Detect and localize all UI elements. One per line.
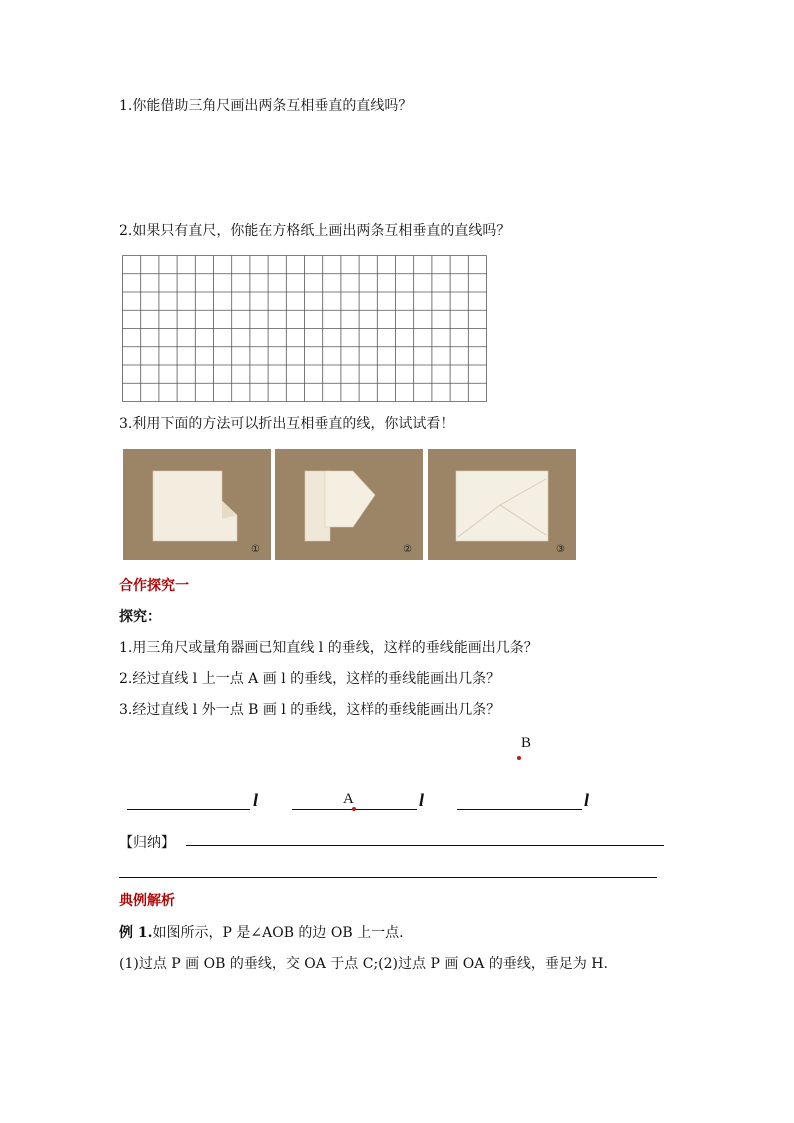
question-3: 3.利用下面的方法可以折出互相垂直的线，你试试看！ xyxy=(119,416,455,432)
explore-item-2: 2.经过直线 l 上一点 A 画 l 的垂线，这样的垂线能画出几条？ xyxy=(119,671,501,687)
point-a-label: A xyxy=(343,791,354,807)
summary-blank-2 xyxy=(119,877,657,878)
fold-photo-2 xyxy=(275,449,423,560)
line-l-3 xyxy=(457,809,582,810)
fold-photo-3 xyxy=(428,449,576,560)
summary-blank-1 xyxy=(186,845,664,846)
point-a-dot xyxy=(352,807,356,811)
example-heading: 典例解析 xyxy=(119,893,175,909)
explore-label: 探究： xyxy=(119,609,161,625)
line-figures xyxy=(0,785,794,825)
line-l-2-label: l xyxy=(419,790,425,810)
line-l-1-label: l xyxy=(253,790,259,810)
photo-caption-2: ② xyxy=(403,544,412,555)
cooperate-heading: 合作探究一 xyxy=(119,578,189,594)
explore-item-1: 1.用三角尺或量角器画已知直线 l 的垂线，这样的垂线能画出几条？ xyxy=(119,640,538,656)
line-l-1 xyxy=(127,809,250,810)
point-b-dot xyxy=(517,756,521,760)
photo-caption-3: ③ xyxy=(556,544,565,555)
question-1: 1.你能借助三角尺画出两条互相垂直的直线吗？ xyxy=(119,98,413,114)
summary-label: 【归纳】 xyxy=(119,835,175,851)
explore-item-3: 3.经过直线 l 外一点 B 画 l 的垂线，这样的垂线能画出几条？ xyxy=(119,702,501,718)
photo-caption-1: ① xyxy=(251,544,260,555)
point-b-label: B xyxy=(521,735,532,751)
example-subquestions: (1)过点 P 画 OB 的垂线，交 OA 于点 C;(2)过点 P 画 OA 的垂线，垂足为 H. xyxy=(119,956,608,972)
example-text: 如图所示，P 是∠AOB 的边 OB 上一点. xyxy=(152,925,404,941)
question-2: 2.如果只有直尺，你能在方格纸上画出两条互相垂直的直线吗？ xyxy=(119,223,511,239)
fold-photo-1 xyxy=(123,449,271,560)
example-statement xyxy=(119,923,404,943)
grid-paper xyxy=(122,255,487,402)
line-l-3-label: l xyxy=(584,790,590,810)
example-label: 例 1. xyxy=(119,925,153,941)
